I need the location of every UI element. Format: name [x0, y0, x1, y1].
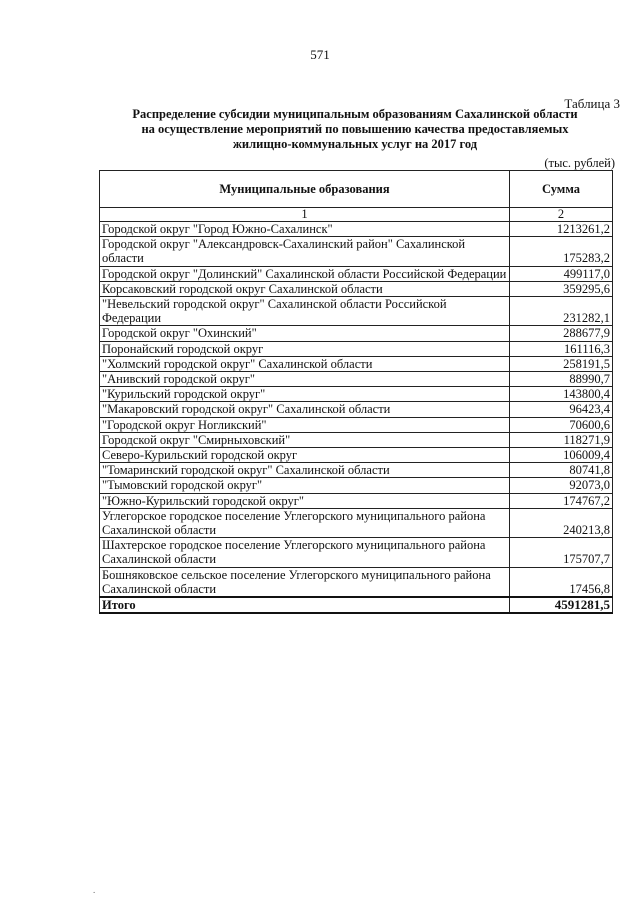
municipality-name: "Холмский городской округ" Сахалинской области	[100, 356, 510, 371]
municipality-name: Городской округ "Александровск-Сахалинский район" Сахалинской области	[100, 237, 510, 266]
table-header-row	[100, 171, 613, 208]
table-row	[100, 478, 613, 493]
subsidy-amount: 231282,1	[510, 297, 613, 326]
scan-mark: .	[93, 885, 96, 895]
column-header-municipality: Муниципальные образования	[100, 171, 510, 208]
subsidy-amount: 258191,5	[510, 356, 613, 371]
subsidy-table	[99, 170, 613, 614]
subsidy-amount: 92073,0	[510, 478, 613, 493]
subsidy-amount: 70600,6	[510, 417, 613, 432]
total-label: Итого	[100, 597, 510, 613]
subsidy-amount: 118271,9	[510, 432, 613, 447]
subsidy-amount: 175707,7	[510, 538, 613, 567]
municipality-name: Углегорское городское поселение Углегорского муниципального района Сахалинской области	[100, 508, 510, 537]
total-row	[100, 597, 613, 613]
municipality-name: "Курильский городской округ"	[100, 387, 510, 402]
municipality-name: "Анивский городской округ"	[100, 372, 510, 387]
table-body	[100, 208, 613, 614]
table-row	[100, 508, 613, 537]
document-title	[100, 107, 610, 152]
table-row	[100, 356, 613, 371]
subsidy-amount: 499117,0	[510, 266, 613, 281]
subsidy-amount: 240213,8	[510, 508, 613, 537]
table-row	[100, 448, 613, 463]
municipality-name: "Тымовский городской округ"	[100, 478, 510, 493]
subsidy-amount: 1213261,2	[510, 222, 613, 237]
municipality-name: Городской округ "Охинский"	[100, 326, 510, 341]
municipality-name: "Томаринский городской округ" Сахалинской области	[100, 463, 510, 478]
table-row	[100, 432, 613, 447]
municipality-name: "Южно-Курильский городской округ"	[100, 493, 510, 508]
subsidy-amount: 88990,7	[510, 372, 613, 387]
table-row	[100, 341, 613, 356]
subsidy-amount: 17456,8	[510, 567, 613, 597]
municipality-name: Поронайский городской округ	[100, 341, 510, 356]
page-number: 571	[310, 47, 330, 62]
subsidy-amount: 80741,8	[510, 463, 613, 478]
column-index: 2	[510, 208, 613, 222]
table-row	[100, 387, 613, 402]
table-row	[100, 417, 613, 432]
column-header-amount: Сумма	[510, 171, 613, 208]
title-line: Распределение субсидии муниципальным образованиям Сахалинской области	[132, 107, 578, 121]
subsidy-amount: 106009,4	[510, 448, 613, 463]
table-row	[100, 493, 613, 508]
subsidy-amount: 359295,6	[510, 281, 613, 296]
title-line: на осуществление мероприятий по повышению качества предоставляемых	[141, 122, 569, 136]
subsidy-amount: 175283,2	[510, 237, 613, 266]
subsidy-amount: 161116,3	[510, 341, 613, 356]
municipality-name: "Макаровский городской округ" Сахалинской области	[100, 402, 510, 417]
municipality-name: Городской округ "Смирныховский"	[100, 432, 510, 447]
units-label: (тыс. рублей)	[544, 156, 615, 170]
table-row	[100, 538, 613, 567]
table-row	[100, 402, 613, 417]
table-row	[100, 567, 613, 597]
municipality-name: "Городской округ Ногликский"	[100, 417, 510, 432]
total-amount: 4591281,5	[510, 597, 613, 613]
table-row	[100, 463, 613, 478]
municipality-name: Городской округ "Город Южно-Сахалинск"	[100, 222, 510, 237]
table-label: Таблица 3	[564, 96, 620, 111]
table-row	[100, 372, 613, 387]
municipality-name: Шахтерское городское поселение Углегорского муниципального района Сахалинской области	[100, 538, 510, 567]
subsidy-amount: 143800,4	[510, 387, 613, 402]
municipality-name: Корсаковский городской округ Сахалинской области	[100, 281, 510, 296]
municipality-name: Бошняковское сельское поселение Углегорского муниципального района Сахалинской области	[100, 567, 510, 597]
column-index-row	[100, 208, 613, 222]
subsidy-amount: 288677,9	[510, 326, 613, 341]
title-line: жилищно-коммунальных услуг на 2017 год	[232, 137, 478, 151]
subsidy-amount: 96423,4	[510, 402, 613, 417]
municipality-name: Северо-Курильский городской округ	[100, 448, 510, 463]
table-row	[100, 326, 613, 341]
column-index: 1	[100, 208, 510, 222]
municipality-name: Городской округ "Долинский" Сахалинской области Российской Федерации	[100, 266, 510, 281]
table-row	[100, 222, 613, 237]
table-row	[100, 237, 613, 266]
subsidy-amount: 174767,2	[510, 493, 613, 508]
municipality-name: "Невельский городской округ" Сахалинской области Российской Федерации	[100, 297, 510, 326]
table-row	[100, 266, 613, 281]
table-row	[100, 297, 613, 326]
table-row	[100, 281, 613, 296]
